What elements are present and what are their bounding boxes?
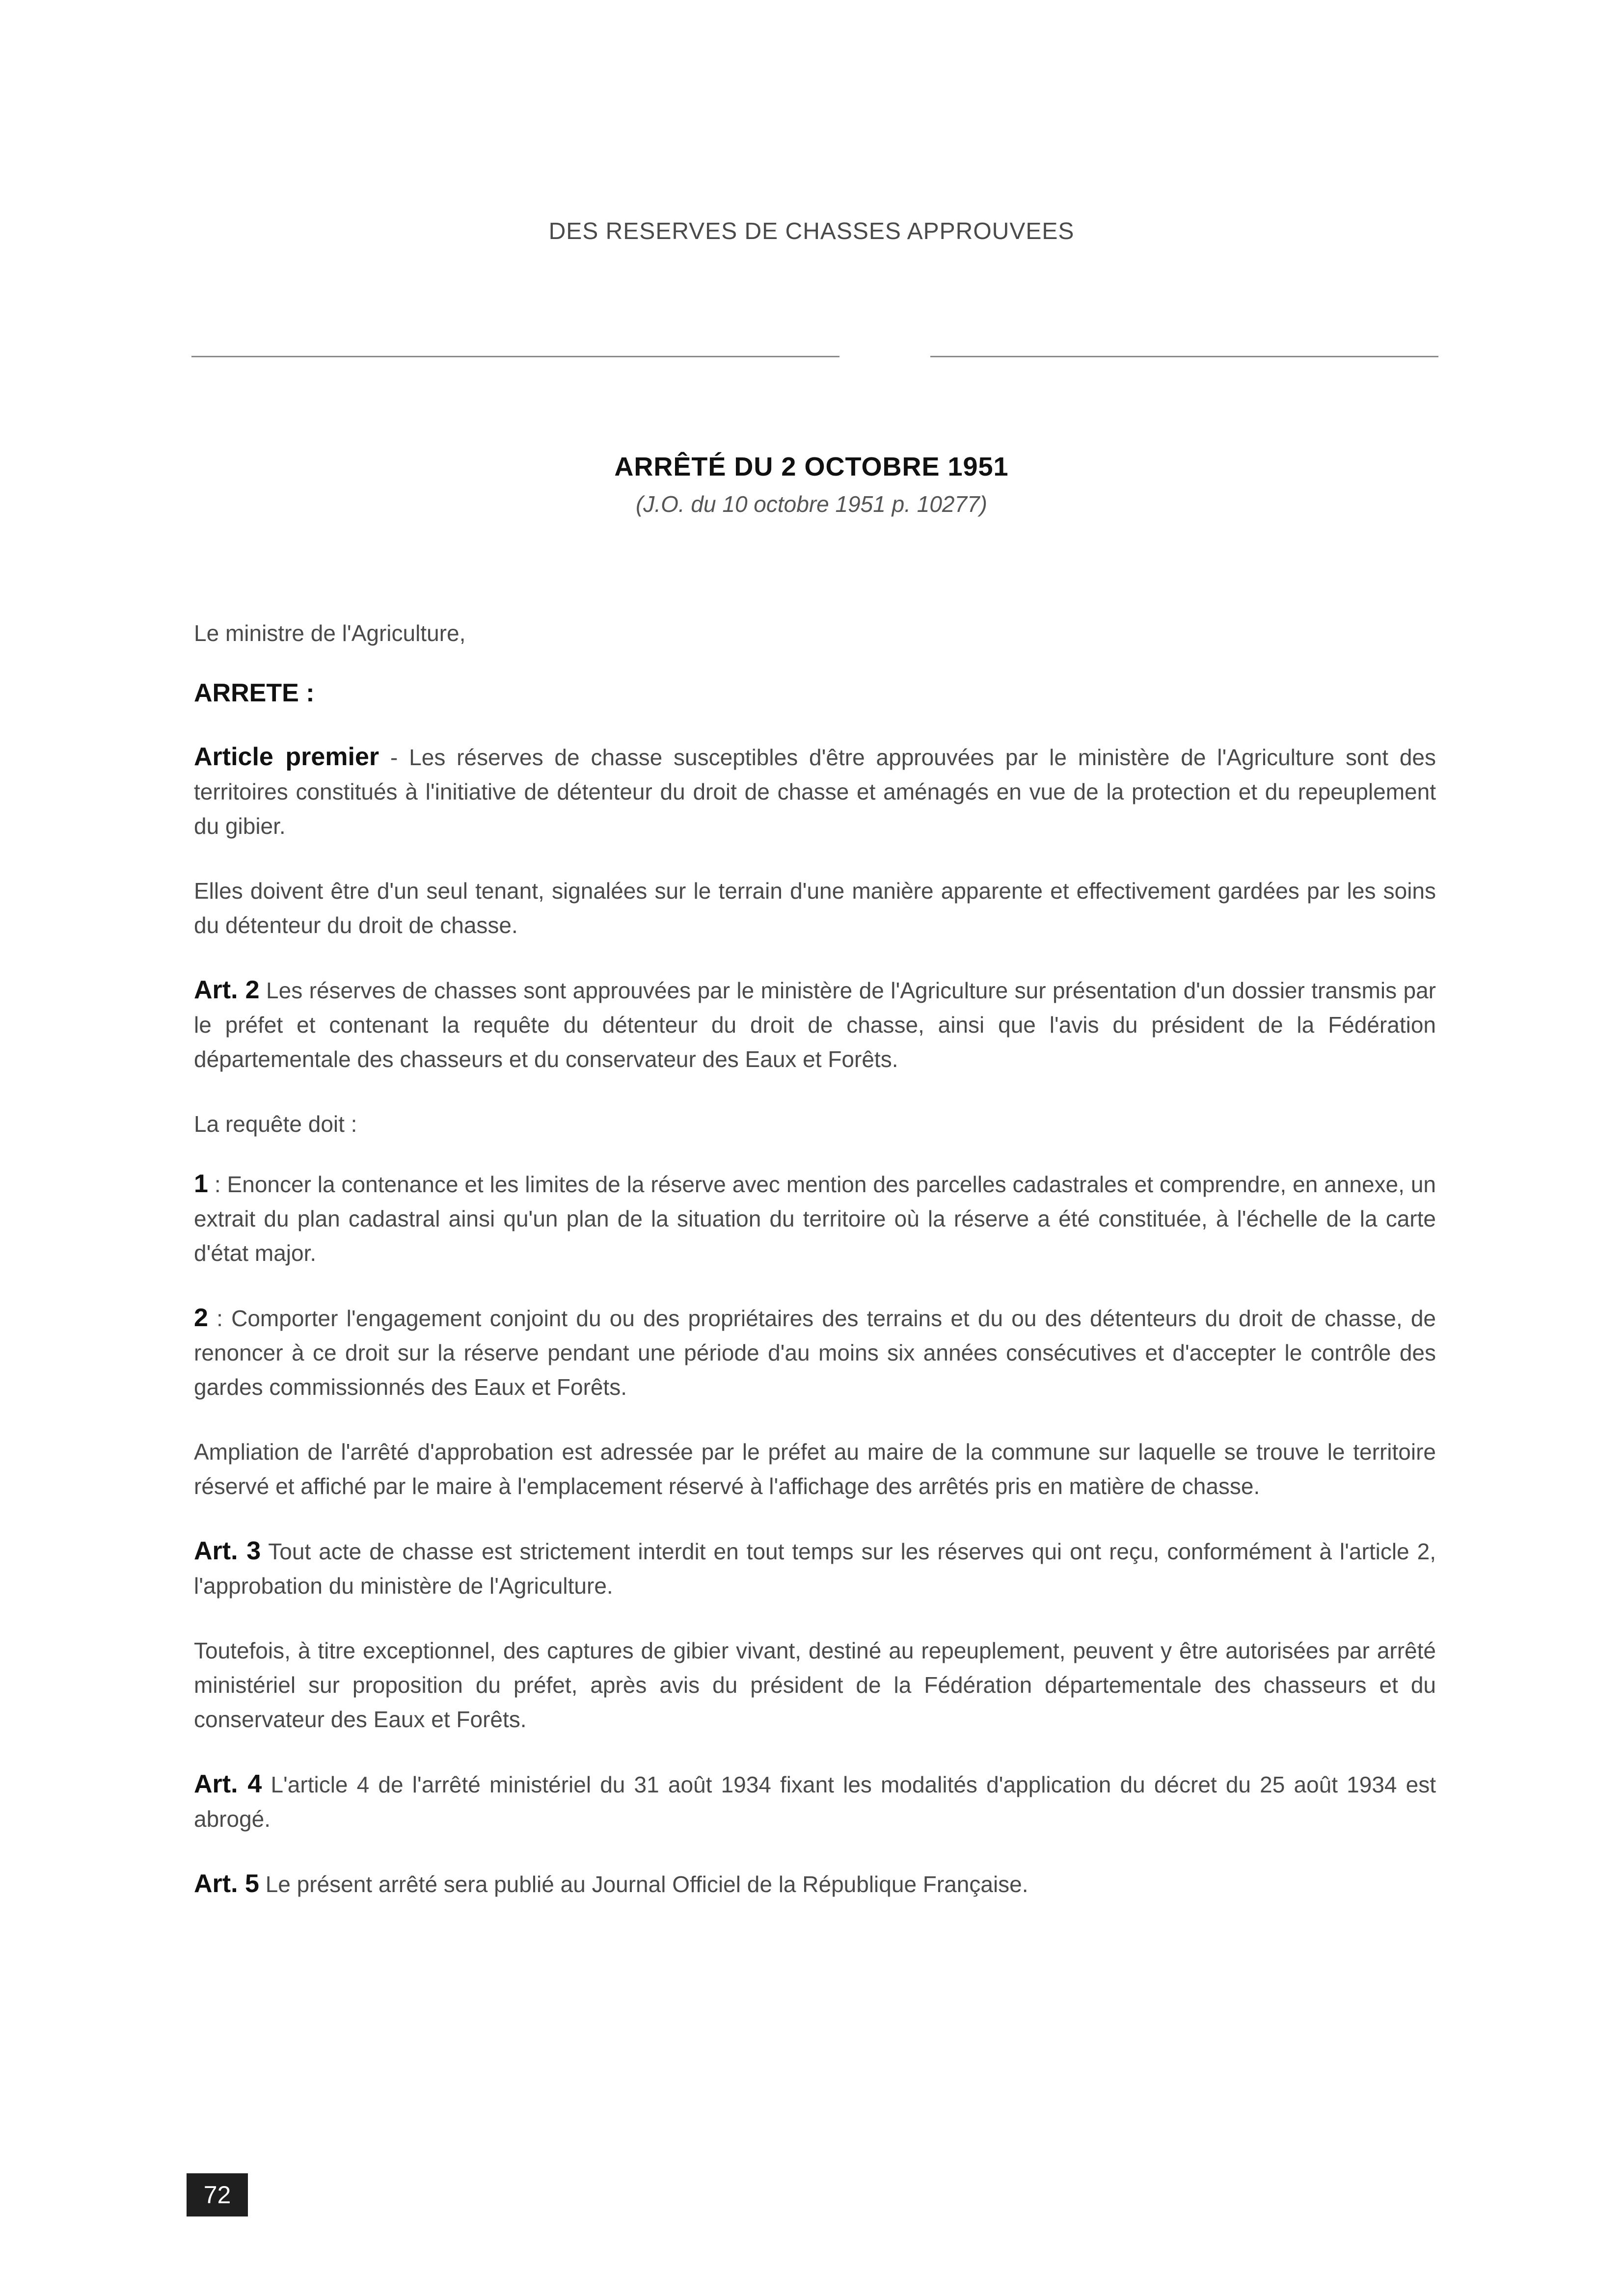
running-header: DES RESERVES DE CHASSES APPROUVEES xyxy=(548,218,1075,244)
article-2-item-2-text: : Comporter l'engagement conjoint du ou des propriétaires des terrains et du ou des détenteurs du droit de chasse, de renoncer à ce droit sur la réserve pendant une période d'au moins six années consécutives et d'accepter le contrôle des gardes commissionnés des Eaux et Forêts. xyxy=(194,1306,1436,1400)
decree-source: (J.O. du 10 octobre 1951 p. 10277) xyxy=(635,491,988,517)
article-2-intro: La requête doit : xyxy=(194,1111,357,1137)
article-3-label: Art. 3 xyxy=(194,1537,261,1565)
header-rule-right xyxy=(930,356,1438,357)
article-3-paragraph-1 xyxy=(194,1534,1436,1603)
article-2-item-1-number: 1 xyxy=(194,1170,208,1198)
article-1-paragraph-1 xyxy=(194,740,1436,843)
article-2-item-2 xyxy=(194,1301,1436,1404)
article-4-paragraph-1 xyxy=(194,1767,1436,1836)
arrete-heading: ARRETE : xyxy=(194,679,315,707)
article-4-label: Art. 4 xyxy=(194,1770,262,1798)
article-2-item-1 xyxy=(194,1167,1436,1270)
article-2-label: Art. 2 xyxy=(194,976,260,1004)
decree-title-block xyxy=(0,452,1623,517)
article-5-paragraph-1 xyxy=(194,1867,1436,1901)
article-2-text: Les réserves de chasses sont approuvées par le ministère de l'Agriculture sur présentation d'un dossier transmis par le préfet et contenant la requête du détenteur du droit de chasse, ainsi que l'avis du président de la Fédération départementale des chasseurs et du conservateur des Eaux et Forêts. xyxy=(194,978,1436,1072)
article-5-label: Art. 5 xyxy=(194,1869,259,1898)
article-4-text: L'article 4 de l'arrêté ministériel du 31 août 1934 fixant les modalités d'application du décret du 25 août 1934 est abrogé. xyxy=(194,1772,1436,1832)
preamble: Le ministre de l'Agriculture, xyxy=(194,620,466,646)
article-2-paragraph-2: Ampliation de l'arrêté d'approbation est adressée par le préfet au maire de la commune sur laquelle se trouve le territoire réservé et affiché par le maire à l'emplacement réservé à l'affichage des arrêtés pris en matière de chasse. xyxy=(194,1439,1436,1499)
article-2-item-1-text: : Enoncer la contenance et les limites de la réserve avec mention des parcelles cadastrales et comprendre, en annexe, un extrait du plan cadastral ainsi qu'un plan de la situation du territoire où la réserve a été constituée, à l'échelle de la carte d'état major. xyxy=(194,1172,1436,1266)
article-2-item-2-number: 2 xyxy=(194,1304,208,1332)
decree-title: ARRÊTÉ DU 2 OCTOBRE 1951 xyxy=(614,452,1009,481)
article-2-paragraph-1 xyxy=(194,973,1436,1076)
article-1-text: - Les réserves de chasse susceptibles d'être approuvées par le ministère de l'Agriculture sont des territoires constitués à l'initiative de détenteur du droit de chasse et aménagés en vue de la protection et du repeuplement du gibier. xyxy=(194,745,1436,839)
article-5-text: Le présent arrêté sera publié au Journal Officiel de la République Française. xyxy=(259,1871,1028,1897)
article-1-paragraph-2: Elles doivent être d'un seul tenant, signalées sur le terrain d'une manière apparente et effectivement gardées par les soins du détenteur du droit de chasse. xyxy=(194,878,1436,938)
article-3-text: Tout acte de chasse est strictement interdit en tout temps sur les réserves qui ont reçu, conformément à l'article 2, l'approbation du ministère de l'Agriculture. xyxy=(194,1539,1436,1599)
header-rule-left xyxy=(191,356,839,357)
page-number: 72 xyxy=(187,2173,248,2216)
article-3-paragraph-2: Toutefois, à titre exceptionnel, des captures de gibier vivant, destiné au repeuplement, peuvent y être autorisées par arrêté ministériel sur proposition du préfet, après avis du président de la Fédération départementale des chasseurs et du conservateur des Eaux et Forêts. xyxy=(194,1638,1436,1732)
article-1-label: Article premier xyxy=(194,743,379,771)
decree-body xyxy=(194,616,1436,1932)
